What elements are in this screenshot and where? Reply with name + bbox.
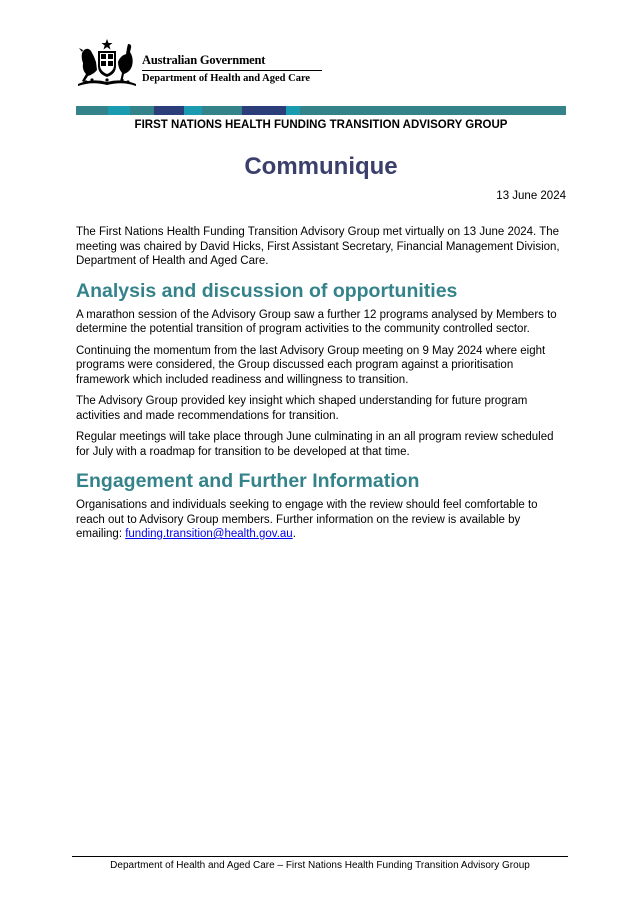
coat-of-arms-icon	[76, 38, 138, 88]
logo-divider	[142, 70, 322, 71]
analysis-paragraph: Regular meetings will take place through June culminating in an all program review scheduled for July with a roadmap for transition to be developed at that time.	[76, 431, 554, 458]
band-segment	[76, 106, 108, 115]
engagement-text-end: .	[292, 528, 296, 540]
band-segment	[242, 106, 286, 115]
analysis-paragraph: A marathon session of the Advisory Group saw a further 12 programs analysed by Members to determine the potential transition of program activities to the community controlled sector.	[76, 308, 557, 335]
analysis-paragraph: The Advisory Group provided key insight which shaped understanding for future program activities and made recommendations for transition.	[76, 395, 528, 422]
intro-paragraph: The First Nations Health Funding Transition Advisory Group met virtually on 13 June 2024. The meeting was chaired by David Hicks, First Assistant Secretary, Financial Management Division, Department of Health and Aged Care.	[76, 226, 560, 267]
page-footer: Department of Health and Aged Care – First Nations Health Funding Transition Advisory Group	[110, 860, 530, 871]
government-logo	[76, 38, 326, 94]
band-segment	[130, 106, 154, 115]
engagement-paragraph	[76, 498, 568, 542]
band-segment	[360, 106, 566, 115]
engagement-text: Organisations and individuals seeking to engage with the review should feel comfortable to reach out to Advisory Group members. Further information on the review is available by emailing:	[76, 499, 538, 540]
analysis-paragraph: Continuing the momentum from the last Advisory Group meeting on 9 May 2024 where eight programs were considered, the Group discussed each program against a prioritisation framework which included readiness and willingness to transition.	[76, 344, 546, 386]
document-body	[76, 225, 568, 549]
advisory-group-name: FIRST NATIONS HEALTH FUNDING TRANSITION ADVISORY GROUP	[134, 119, 508, 131]
band-segment	[184, 106, 202, 115]
band-segment	[286, 106, 300, 115]
section-heading-analysis: Analysis and discussion of opportunities	[76, 279, 458, 302]
band-segment	[154, 106, 184, 115]
communique-date: 13 June 2024	[496, 190, 566, 202]
band-segment	[108, 106, 130, 115]
email-link[interactable]: funding.transition@health.gov.au	[125, 528, 293, 540]
footer-divider	[72, 856, 568, 857]
colour-band	[76, 106, 566, 115]
section-heading-engagement: Engagement and Further Information	[76, 470, 420, 492]
band-segment	[202, 106, 242, 115]
department-name: Department of Health and Aged Care	[142, 73, 311, 84]
government-name: Australian Government	[142, 53, 266, 67]
band-segment	[300, 106, 360, 115]
page-title: Communique	[244, 153, 398, 180]
